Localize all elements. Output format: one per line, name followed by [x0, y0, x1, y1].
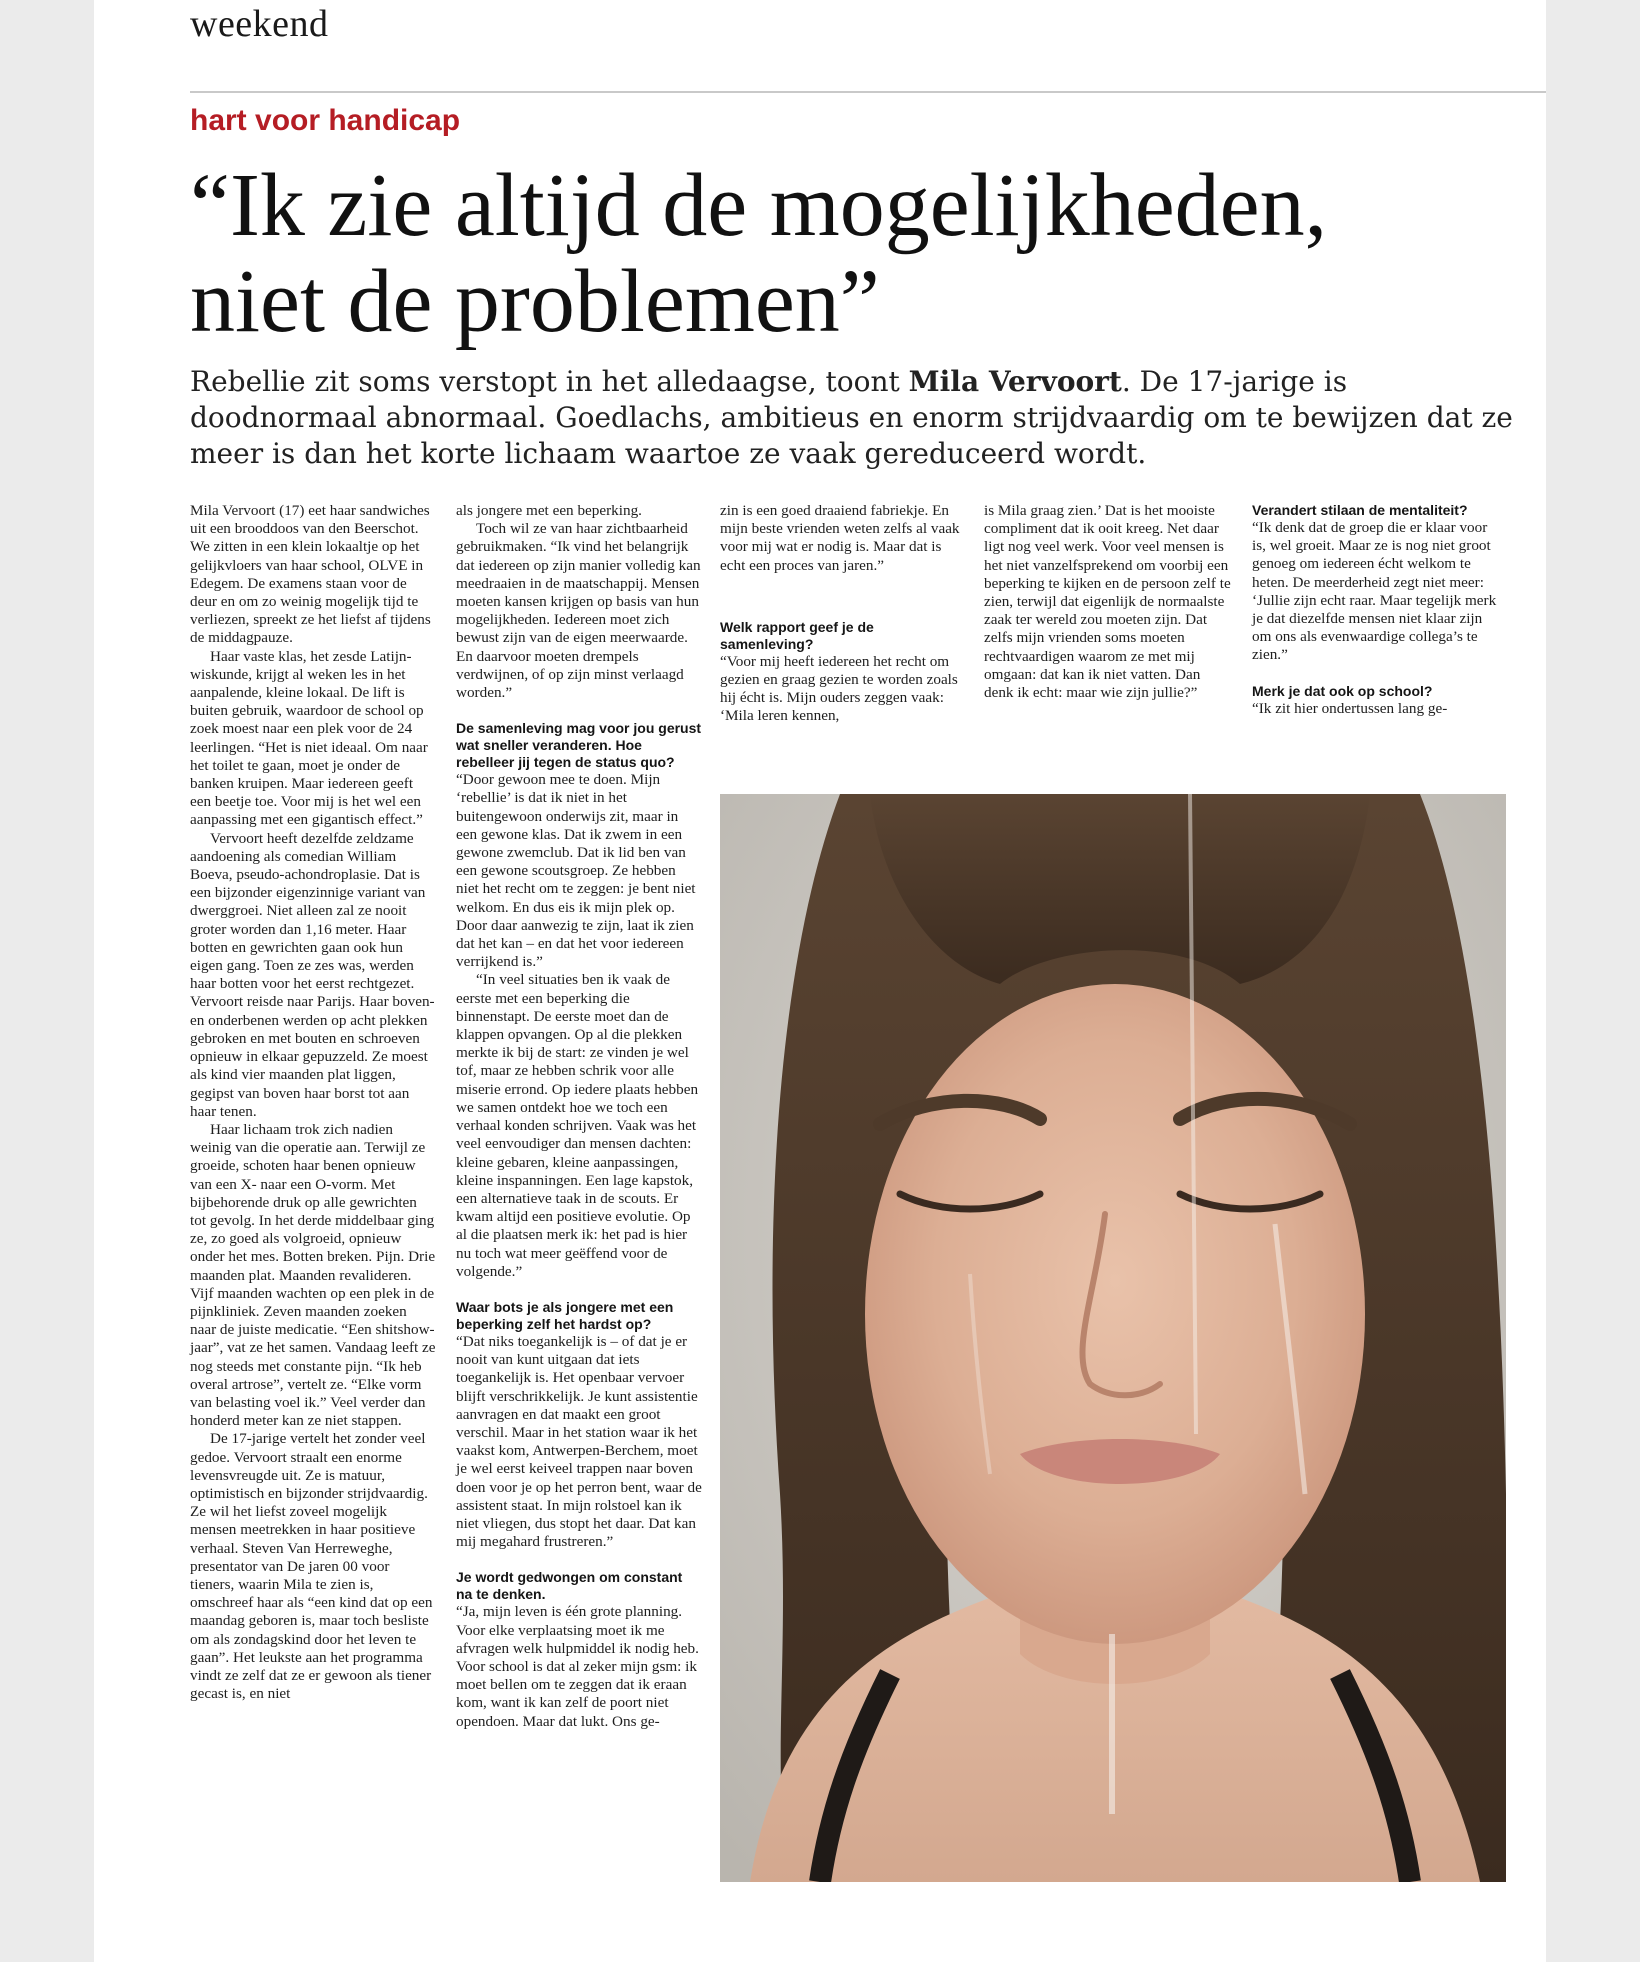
paragraph: is Mila graag zien.’ Dat is het mooiste compliment dat ik ooit kreeg. Net daar ligt nog veel werk. Voor veel mensen is het niet vanzelfsprekend om voorbij een beperking te kijken en de persoon zelf te zien, terwijl dat eigenlijk de normaalste zaak ter wereld zou moeten zijn. Dat zelfs mijn vrienden soms moeten rechtvaardigen waarom ze met mij omgaan: dat kan ik niet vatten. Dan denk ik echt: maar wie zijn jullie?”	[984, 502, 1231, 702]
lead-name: Mila Vervoort	[908, 365, 1122, 398]
paragraph: Vervoort heeft dezelfde zeldzame aandoening als comedian William Boeva, pseudo-achondroplasie. Dat is een bijzonder eigenzinnige variant van dwerggroei. Niet alleen zal ze nooit groter worden dan 1,16 meter. Haar botten en gewrichten gaan ook hun eigen gang. Toen ze zes was, werden haar botten voor het eerst rechtgezet. Vervoort reisde naar Parijs. Haar boven- en onderbenen werden op acht plekken gebroken en met bouten en schroeven opnieuw in elkaar gepuzzeld. Ze moest als kind vier maanden plat liggen, gegipst van boven haar borst tot aan haar tenen.	[190, 829, 435, 1120]
paragraph: “Dat niks toegankelijk is – of dat je er nooit van kunt uitgaan dat iets toegankelijk is. Het openbaar vervoer blijft verschrikkelijk. Je kunt assistentie aanvragen en dat maakt een groot verschil. Maar in het station waar ik het vaakst kom, Antwerpen-Berchem, moet je wel eerst keiveel trappen naar boven doen voor je op het perron bent, waar de assistent staat. In mijn rolstoel kan ik niet vliegen, dus stopt het daar. Dat kan mij megahard frustreren.”	[456, 1332, 702, 1551]
paragraph: Haar lichaam trok zich nadien weinig van die operatie aan. Terwijl ze groeide, schoten haar benen opnieuw van een X- naar een O-vorm. Met bijbehorende druk op alle gewrichten tot gevolg. In het derde middelbaar ging ze, zo goed als volgroeid, opnieuw onder het mes. Botten breken. Pijn. Drie maanden plat. Maanden revalideren. Vijf maanden wachten op een plek in de pijnkliniek. Zeven maanden zoeken naar de juiste medicatie. “Een shitshow-jaar”, vat ze het samen. Vandaag leeft ze nog steeds met constante pijn. “Ik heb overal artrose”, vertelt ze. “Elke vorm van belasting voel ik.” Veel verder dan honderd meter kan ze niet stappen.	[190, 1120, 436, 1430]
headline	[190, 158, 1530, 350]
portrait-photo	[720, 794, 1506, 1882]
paragraph: “Ik denk dat de groep die er klaar voor is, wel groeit. Maar ze is nog niet groot genoeg om iedereen écht welkom te heten. De meerderheid zegt niet meer: ‘Jullie zijn echt raar. Maar tegelijk merk je dat diezelfde mensen niet klaar zijn om ons als evenwaardige collega’s te zien.”	[1252, 519, 1497, 664]
interview-question: Waar bots je als jongere met een beperking zelf het hardst op?	[456, 1298, 674, 1332]
interview-question: De samenleving mag voor jou gerust wat sneller veranderen. Hoe rebelleer jij tegen de status quo?	[456, 720, 702, 771]
paragraph: “Ja, mijn leven is één grote planning. Voor elke verplaatsing moet ik me afvragen welk hulpmiddel ik nodig heb. Voor school is dat al zeker mijn gsm: ik moet bellen om te zeggen dat ik eraan kom, want ik kan zelf de poort niet opendoen. Maar dat lukt. Ons ge-	[456, 1603, 699, 1730]
lead-text-after: . De 17-jarige is doodnormaal abnormaal. Goedlachs, ambitieus en enorm strijdvaardig om te bewijzen dat ze meer is dan het korte lichaam waartoe ze vaak gereduceerd wordt.	[190, 365, 1513, 470]
lead-paragraph	[190, 364, 1530, 472]
interview-question: Merk je dat ook op school?	[1252, 682, 1433, 699]
interview-question: Welk rapport geef je de samenleving?	[720, 618, 874, 652]
interview-question: Je wordt gedwongen om constant na te denken.	[456, 1569, 683, 1603]
paragraph: als jongere met een beperking.	[456, 502, 642, 519]
paragraph: “Voor mij heeft iedereen het recht om gezien en graag gezien te worden zoals hij écht is. Mijn ouders zeggen vaak: ‘Mila leren kennen,	[720, 652, 958, 725]
newspaper-page	[94, 0, 1546, 1962]
paragraph: De 17-jarige vertelt het zonder veel gedoe. Vervoort straalt een enorme levensvreugde uit. Ze is matuur, optimistisch en bijzonder strijdvaardig. Ze wil het liefst zoveel mogelijk mensen meetrekken in haar positieve verhaal. Steven Van Herreweghe, presentator van De jaren 00 voor tieners, waarin Mila te zien is, omschreef haar als “een kind dat op een maandag geboren is, maar toch besliste om als zondagskind door het leven te gaan”. Het leukste aan het programma vindt ze zelf dat ze er gewoon als tiener gecast is, en niet	[190, 1430, 433, 1703]
paragraph: zin is een goed draaiend fabriekje. En mijn beste vrienden weten zelfs al vaak voor mij wat er nodig is. Maar dat is echt een proces van jaren.”	[720, 502, 960, 574]
header-rule	[190, 91, 1546, 93]
column-1	[190, 502, 436, 1703]
paragraph: “In veel situaties ben ik vaak de eerste met een beperking die binnenstapt. De eerste moet dan de klappen opvangen. Op al die plekken merkte ik bij de start: ze vinden je wel tof, maar ze hebben schrik voor alle miserie errond. Op iedere plaats hebben we samen ontdekt hoe we toch een verhaal konden schrijven. Vaak was het veel eenvoudiger dan mensen dachten: kleine gebaren, kleine aanpassingen, kleine inspanningen. Een lage kapstok, een alternatieve taak in de scouts. Er kwam altijd een positieve evolutie. Op al die plaatsen merk ik: het pad is hier nu toch wat meer geëffend voor de volgende.”	[456, 971, 699, 1280]
interview-question: Verandert stilaan de mentaliteit?	[1252, 502, 1468, 518]
paragraph: Haar vaste klas, het zesde Latijn-wiskunde, krijgt al weken les in het aanpalende, kleine lokaal. De lift is buiten gebruik, waardoor de school op zoek moest naar een plek voor de 24 leerlingen. “Het is niet ideaal. Om naar het toilet te gaan, moet je onder de banken kruipen. Maar iedereen geeft een beetje toe. Voor mij is het wel een aanpassing met een gigantisch effect.”	[190, 647, 428, 829]
section-label: weekend	[190, 3, 329, 45]
column-3	[720, 502, 966, 726]
kicker: hart voor handicap	[190, 104, 461, 137]
column-4	[984, 502, 1232, 702]
paragraph: “Door gewoon mee te doen. Mijn ‘rebellie’ is dat ik niet in het buitengewoon onderwijs zit, maar in een gewone klas. Dat ik zwem in een gewone zwemclub. Dat ik lid ben van een gewone scoutsgroep. Ze hebben niet het recht om te zeggen: je bent niet welkom. En dus eis ik mijn plek op. Door daar aanwezig te zijn, laat ik zien dat het kan – en dat het voor iedereen verrijkend is.”	[456, 771, 696, 971]
lead-text-before: Rebellie zit soms verstopt in het alledaagse, toont	[190, 365, 909, 398]
column-5	[1252, 502, 1500, 718]
headline-line-2: niet de problemen”	[190, 252, 880, 351]
paragraph: Mila Vervoort (17) eet haar sandwiches uit een brooddoos van den Beerschot. We zitten in een klein lokaaltje op het gelijkvloers van haar school, OLVE in Edegem. De examens staan voor de deur en om zo weinig mogelijk tijd te verliezen, spreekt ze het liefst af tijdens de middagpauze.	[190, 502, 431, 647]
paragraph: Toch wil ze van haar zichtbaarheid gebruikmaken. “Ik vind het belangrijk dat iedereen op zijn manier volledig kan meedraaien in de maatschappij. Mensen moeten kansen krijgen op basis van hun mogelijkheden. Iedereen moet zich bewust zijn van de eigen meerwaarde. En daarvoor moeten drempels verdwijnen, of op zijn minst verlaagd worden.”	[456, 520, 701, 702]
paragraph: “Ik zit hier ondertussen lang ge-	[1252, 699, 1448, 717]
portrait-illustration	[720, 794, 1506, 1882]
headline-line-1: “Ik zie altijd de mogelijkheden,	[190, 156, 1328, 255]
column-2	[456, 502, 702, 1731]
